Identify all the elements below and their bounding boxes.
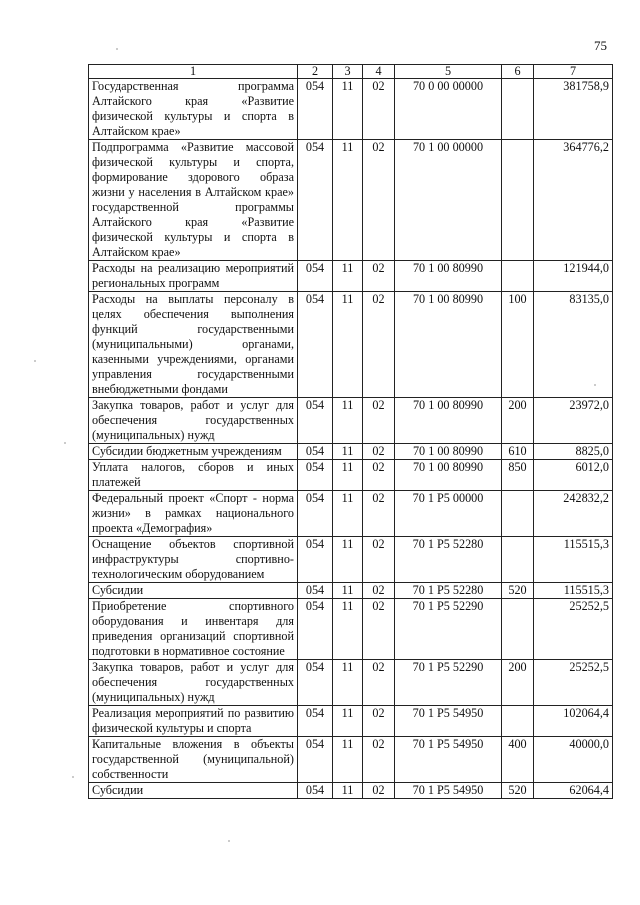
expense-type-cell	[502, 79, 534, 140]
table-row	[89, 444, 613, 460]
section-cell: 11	[333, 491, 363, 537]
expense-type-cell: 850	[502, 460, 534, 491]
expense-type-cell	[502, 491, 534, 537]
target-article-cell: 70 1 P5 54950	[395, 737, 502, 783]
expense-type-cell	[502, 599, 534, 660]
table-row	[89, 583, 613, 599]
amount-cell: 115515,3	[534, 583, 613, 599]
column-header-6: 6	[502, 65, 534, 79]
subsection-cell: 02	[363, 292, 395, 398]
target-article-cell: 70 1 00 00000	[395, 140, 502, 261]
section-cell: 11	[333, 783, 363, 799]
table-row	[89, 491, 613, 537]
section-cell: 11	[333, 737, 363, 783]
ministry-code-cell: 054	[298, 706, 333, 737]
table-row	[89, 140, 613, 261]
amount-cell: 242832,2	[534, 491, 613, 537]
section-cell: 11	[333, 660, 363, 706]
target-article-cell: 70 1 00 80990	[395, 444, 502, 460]
section-cell: 11	[333, 398, 363, 444]
table-header-row	[89, 65, 613, 79]
subsection-cell: 02	[363, 140, 395, 261]
table-row	[89, 599, 613, 660]
ministry-code-cell: 054	[298, 140, 333, 261]
subsection-cell: 02	[363, 583, 395, 599]
expense-type-cell	[502, 261, 534, 292]
row-name-cell: Капитальные вложения в объекты государственной (муниципальной) собственности	[89, 737, 298, 783]
amount-cell: 102064,4	[534, 706, 613, 737]
table-body	[89, 79, 613, 799]
subsection-cell: 02	[363, 491, 395, 537]
subsection-cell: 02	[363, 737, 395, 783]
expense-type-cell: 400	[502, 737, 534, 783]
row-name-cell: Уплата налогов, сборов и иных платежей	[89, 460, 298, 491]
scan-speck	[594, 384, 596, 386]
expense-type-cell: 610	[502, 444, 534, 460]
subsection-cell: 02	[363, 444, 395, 460]
row-name-cell: Оснащение объектов спортивной инфраструктуры спортивно-технологическим оборудованием	[89, 537, 298, 583]
section-cell: 11	[333, 261, 363, 292]
table-row	[89, 261, 613, 292]
section-cell: 11	[333, 706, 363, 737]
section-cell: 11	[333, 79, 363, 140]
table-row	[89, 737, 613, 783]
section-cell: 11	[333, 460, 363, 491]
amount-cell: 40000,0	[534, 737, 613, 783]
target-article-cell: 70 1 P5 52290	[395, 599, 502, 660]
amount-cell: 25252,5	[534, 660, 613, 706]
page-number: 75	[594, 38, 607, 53]
target-article-cell: 70 1 00 80990	[395, 292, 502, 398]
row-name-cell: Субсидии	[89, 583, 298, 599]
target-article-cell: 70 1 P5 52290	[395, 660, 502, 706]
subsection-cell: 02	[363, 261, 395, 292]
ministry-code-cell: 054	[298, 444, 333, 460]
amount-cell: 121944,0	[534, 261, 613, 292]
column-header-3: 3	[333, 65, 363, 79]
table-row	[89, 706, 613, 737]
ministry-code-cell: 054	[298, 583, 333, 599]
table-row	[89, 660, 613, 706]
expense-type-cell: 520	[502, 783, 534, 799]
ministry-code-cell: 054	[298, 599, 333, 660]
expense-type-cell: 200	[502, 660, 534, 706]
amount-cell: 8825,0	[534, 444, 613, 460]
row-name-cell: Расходы на выплаты персоналу в целях обеспечения выполнения функций государственными (муниципальными) органами, казенными учреждениями, органами управления государственными внебюджетными фондами	[89, 292, 298, 398]
subsection-cell: 02	[363, 460, 395, 491]
target-article-cell: 70 1 P5 00000	[395, 491, 502, 537]
ministry-code-cell: 054	[298, 261, 333, 292]
subsection-cell: 02	[363, 79, 395, 140]
scan-speck	[34, 360, 36, 362]
subsection-cell: 02	[363, 537, 395, 583]
row-name-cell: Закупка товаров, работ и услуг для обеспечения государственных (муниципальных) нужд	[89, 660, 298, 706]
column-header-1: 1	[89, 65, 298, 79]
row-name-cell: Подпрограмма «Развитие массовой физической культуры и спорта, формирование здорового образа жизни у населения в Алтайском крае» государственной программы Алтайского края «Развитие физической культуры и спорта в Алтайском крае»	[89, 140, 298, 261]
target-article-cell: 70 1 P5 52280	[395, 537, 502, 583]
expense-type-cell	[502, 537, 534, 583]
subsection-cell: 02	[363, 706, 395, 737]
section-cell: 11	[333, 537, 363, 583]
ministry-code-cell: 054	[298, 660, 333, 706]
table-row	[89, 460, 613, 491]
subsection-cell: 02	[363, 660, 395, 706]
column-header-7: 7	[534, 65, 613, 79]
table-row	[89, 292, 613, 398]
ministry-code-cell: 054	[298, 491, 333, 537]
ministry-code-cell: 054	[298, 783, 333, 799]
subsection-cell: 02	[363, 783, 395, 799]
column-header-2: 2	[298, 65, 333, 79]
amount-cell: 62064,4	[534, 783, 613, 799]
column-header-5: 5	[395, 65, 502, 79]
expense-type-cell	[502, 706, 534, 737]
ministry-code-cell: 054	[298, 460, 333, 491]
amount-cell: 364776,2	[534, 140, 613, 261]
expense-type-cell: 520	[502, 583, 534, 599]
expense-type-cell: 200	[502, 398, 534, 444]
row-name-cell: Расходы на реализацию мероприятий региональных программ	[89, 261, 298, 292]
scan-speck	[228, 840, 230, 842]
ministry-code-cell: 054	[298, 537, 333, 583]
ministry-code-cell: 054	[298, 292, 333, 398]
amount-cell: 25252,5	[534, 599, 613, 660]
subsection-cell: 02	[363, 398, 395, 444]
amount-cell: 83135,0	[534, 292, 613, 398]
section-cell: 11	[333, 444, 363, 460]
target-article-cell: 70 1 00 80990	[395, 460, 502, 491]
row-name-cell: Закупка товаров, работ и услуг для обеспечения государственных (муниципальных) нужд	[89, 398, 298, 444]
ministry-code-cell: 054	[298, 737, 333, 783]
expense-type-cell: 100	[502, 292, 534, 398]
subsection-cell: 02	[363, 599, 395, 660]
ministry-code-cell: 054	[298, 398, 333, 444]
section-cell: 11	[333, 599, 363, 660]
row-name-cell: Государственная программа Алтайского края «Развитие физической культуры и спорта в Алтайском крае»	[89, 79, 298, 140]
target-article-cell: 70 1 P5 54950	[395, 783, 502, 799]
row-name-cell: Федеральный проект «Спорт - норма жизни» в рамках национального проекта «Демография»	[89, 491, 298, 537]
table-row	[89, 783, 613, 799]
target-article-cell: 70 0 00 00000	[395, 79, 502, 140]
budget-table	[88, 64, 613, 799]
amount-cell: 115515,3	[534, 537, 613, 583]
scan-speck	[116, 48, 118, 50]
scan-speck	[64, 442, 66, 444]
amount-cell: 381758,9	[534, 79, 613, 140]
expense-type-cell	[502, 140, 534, 261]
target-article-cell: 70 1 P5 54950	[395, 706, 502, 737]
amount-cell: 6012,0	[534, 460, 613, 491]
target-article-cell: 70 1 P5 52280	[395, 583, 502, 599]
section-cell: 11	[333, 583, 363, 599]
row-name-cell: Субсидии	[89, 783, 298, 799]
row-name-cell: Субсидии бюджетным учреждениям	[89, 444, 298, 460]
target-article-cell: 70 1 00 80990	[395, 261, 502, 292]
table-row	[89, 398, 613, 444]
row-name-cell: Реализация мероприятий по развитию физической культуры и спорта	[89, 706, 298, 737]
section-cell: 11	[333, 292, 363, 398]
scan-speck	[72, 776, 74, 778]
column-header-4: 4	[363, 65, 395, 79]
row-name-cell: Приобретение спортивного оборудования и инвентаря для приведения организаций спортивной подготовки в нормативное состояние	[89, 599, 298, 660]
target-article-cell: 70 1 00 80990	[395, 398, 502, 444]
amount-cell: 23972,0	[534, 398, 613, 444]
table-row	[89, 79, 613, 140]
ministry-code-cell: 054	[298, 79, 333, 140]
section-cell: 11	[333, 140, 363, 261]
table-row	[89, 537, 613, 583]
